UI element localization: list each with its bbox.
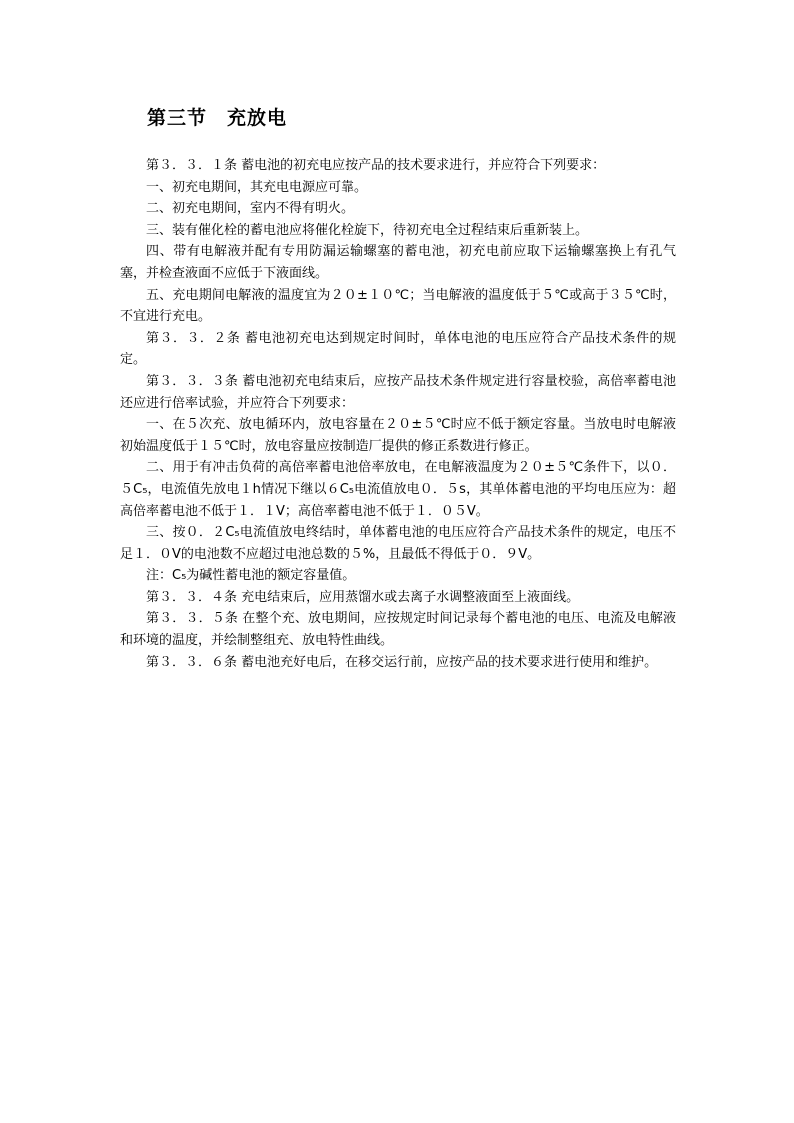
item-3-catalyst-plug: 三、装有催化栓的蓄电池应将催化栓旋下，待初充电全过程结束后重新装上。 [146,222,589,238]
article-3-3-4: 第３．３．４条 充电结束后，应用蒸馏水或去离子水调整液面至上液面线。 [146,589,580,605]
document-body [120,155,676,673]
article-3-3-3: 第３．３．３条 蓄电池初充电结束后，应按产品技术条件规定进行容量校验，高倍率蓄电池还应进行倍率试验，并应符合下列要求： [120,373,676,411]
article-3-3-5: 第３．３．５条 在整个充、放电期间，应按规定时间记录每个蓄电池的电压、电流及电解液和环境的温度，并绘制整组充、放电特性曲线。 [120,611,676,649]
item-1-power-supply: 一、初充电期间，其充电电源应可靠。 [146,179,368,195]
item-2-no-open-flame: 二、初充电期间，室内不得有明火。 [146,201,355,217]
article-3-3-2: 第３．３．２条 蓄电池初充电达到规定时间时，单体电池的电压应符合产品技术条件的规定。 [120,330,676,368]
note-c5: 注：C₅为碱性蓄电池的额定容量值。 [146,568,356,584]
item-5-electrolyte-temperature: 五、充电期间电解液的温度宜为２０±１０℃；当电解液的温度低于５℃或高于３５℃时，不宜进行充电。 [120,287,676,325]
item-1-capacity: 一、在５次充、放电循环内，放电容量在２０±５℃时应不低于额定容量。当放电时电解液初始温度低于１５℃时，放电容量应按制造厂提供的修正系数进行修正。 [120,417,676,454]
item-4-transport-plug: 四、带有电解液并配有专用防漏运输螺塞的蓄电池，初充电前应取下运输螺塞换上有孔气塞，并检查液面不应低于下液面线。 [120,244,676,281]
item-3-discharge-end: 三、按０．２C₅电流值放电终结时，单体蓄电池的电压应符合产品技术条件的规定，电压不足１．０V的电池数不应超过电池总数的５%，且最低不得低于０．９V。 [120,525,676,562]
item-2-rate-discharge: 二、用于有冲击负荷的高倍率蓄电池倍率放电，在电解液温度为２０±５℃条件下，以０．５C₅，电流值先放电１h情况下继以６C₅电流值放电０．５s，其单体蓄电池的平均电压应为：超高倍率蓄电池不低于１．１V；高倍率蓄电池不低于１．０５V。 [120,460,676,519]
section-title: 第三节 充放电 [147,107,288,129]
article-3-3-6: 第３．３．６条 蓄电池充好电后，在移交运行前，应按产品的技术要求进行使用和维护。 [146,654,658,670]
article-3-3-1: 第３．３．１条 蓄电池的初充电应按产品的技术要求进行，并应符合下列要求： [146,158,606,173]
